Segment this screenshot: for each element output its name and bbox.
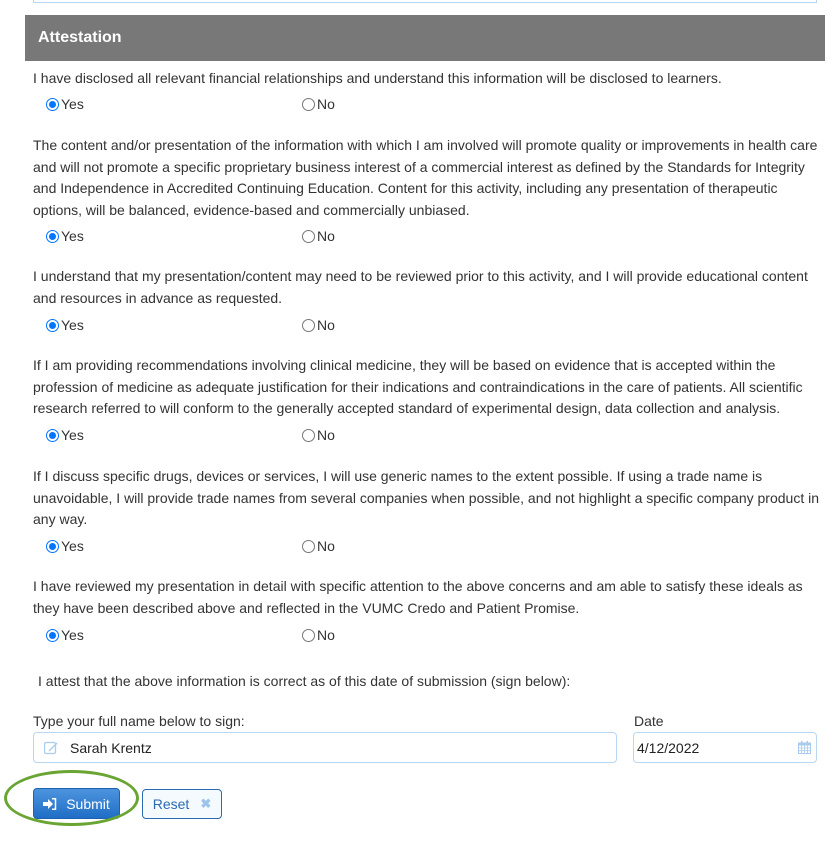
question-2-radio-group [46,227,446,245]
question-3-radio-group [46,316,446,334]
question-4-text: If I am providing recommendations involving clinical medicine, they will be based on evidence that is accepted within the profession of medicine as adequate justification for their indications and contraindications in the care of patients. All scientific research referred to will conform to the generally accepted standard of experimental design, data collection and analysis. [33,357,803,417]
question-4-radio-group [46,426,446,444]
sign-in-icon [43,798,57,810]
radio-checked-icon[interactable] [46,319,59,332]
calendar-icon[interactable] [798,741,811,754]
question-6-radio-group [46,626,446,644]
date-field[interactable] [633,732,817,763]
question-5-radio-group [46,537,446,555]
question-5-text: If I discuss specific drugs, devices or services, I will use generic names to the extent possible. If using a trade name is unavoidable, I will provide trade names from several companies when possible, and not highlight a specific company product in any way. [33,468,819,528]
radio-unchecked-icon[interactable] [302,230,315,243]
radio-label: Yes [61,317,84,333]
question-1-radio-group [46,95,446,113]
radio-label: Yes [61,228,84,244]
radio-label: Yes [61,427,84,443]
radio-label: No [317,317,335,333]
question-5-yes-radio[interactable] [46,537,84,555]
question-4-yes-radio[interactable] [46,426,84,444]
radio-checked-icon[interactable] [46,540,59,553]
radio-unchecked-icon[interactable] [302,629,315,642]
question-4-no-radio[interactable] [302,426,335,444]
radio-label: Yes [61,538,84,554]
question-3-text: I understand that my presentation/content may need to be reviewed prior to this activity, and I will provide educational content and resources in advance as requested. [33,268,808,306]
pencil-edit-icon [44,741,58,755]
radio-label: No [317,627,335,643]
submit-button[interactable] [33,788,120,819]
radio-checked-icon[interactable] [46,629,59,642]
question-6-yes-radio[interactable] [46,626,84,644]
radio-checked-icon[interactable] [46,98,59,111]
radio-label: No [317,427,335,443]
radio-checked-icon[interactable] [46,230,59,243]
question-2-yes-radio[interactable] [46,227,84,245]
question-2-text: The content and/or presentation of the information with which I am involved will promote quality or improvements in health care and will not promote a specific proprietary business interest of a commercial interest as defined by the Standards for Integrity and Independence in Accredited Continuing Education. Content for this activity, including any presentation of therapeutic options, will be balanced, evidence-based and commercially unbiased. [33,137,818,218]
question-6-text: I have reviewed my presentation in detail with specific attention to the above concerns and am able to satisfy these ideals as they have been described above and reflected in the VUMC Credo and Patient Promise. [33,578,803,616]
question-5-no-radio[interactable] [302,537,335,555]
question-3-no-radio[interactable] [302,316,335,334]
reset-button[interactable] [142,789,222,819]
radio-label: No [317,538,335,554]
question-1-yes-radio[interactable] [46,95,84,113]
radio-unchecked-icon[interactable] [302,429,315,442]
signature-label: Type your full name below to sign: [33,713,245,729]
reset-label: Reset [152,796,190,812]
radio-unchecked-icon[interactable] [302,540,315,553]
radio-label: Yes [61,627,84,643]
submit-label: Submit [66,795,110,812]
signature-input[interactable] [70,734,570,762]
radio-unchecked-icon[interactable] [302,98,315,111]
close-x-icon: ✖ [200,796,212,811]
attest-statement: I attest that the above information is correct as of this date of submission (sign below): [38,673,571,689]
signature-field[interactable] [33,732,617,763]
question-1-no-radio[interactable] [302,95,335,113]
date-input[interactable] [634,734,784,762]
question-6-no-radio[interactable] [302,626,335,644]
section-header [25,15,825,61]
date-label: Date [634,713,664,729]
radio-label: No [317,228,335,244]
radio-label: No [317,96,335,112]
question-3-yes-radio[interactable] [46,316,84,334]
radio-unchecked-icon[interactable] [302,319,315,332]
question-2-no-radio[interactable] [302,227,335,245]
radio-label: Yes [61,96,84,112]
radio-checked-icon[interactable] [46,429,59,442]
section-title: Attestation [38,29,122,46]
previous-section-box [33,0,817,3]
question-1-text: I have disclosed all relevant financial relationships and understand this information will be disclosed to learners. [33,70,722,86]
